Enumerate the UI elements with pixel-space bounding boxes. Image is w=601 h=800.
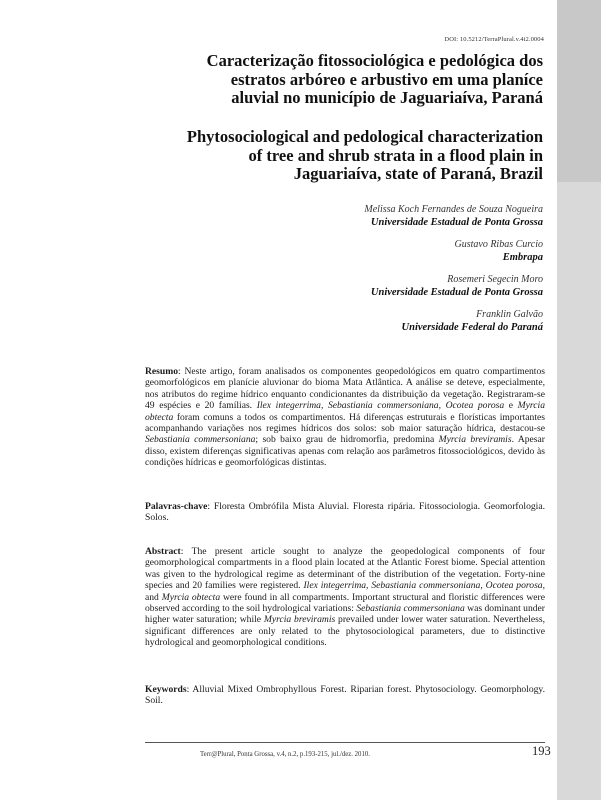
resumo-paragraph <box>145 366 545 469</box>
resumo-text: foram comuns a todos os compartimentos. Há diferenças estruturais e florísticas importantes acompanhando variações nos regimes hídricos dos solos: sob maior saturação hídrica, destacou-se <box>145 411 545 435</box>
species-name: Myrcia breviramis <box>263 614 336 626</box>
abstract-text: were found in all compartments. Important structural and floristic differences were observed according to the soil hydrological variations: <box>145 591 545 615</box>
abstract-text: prevailed under lower water saturation. Nevertheless, significant differences are only related to the phytosociological parameters, due to distinctive hydrological and geomorphological conditions. <box>145 614 545 649</box>
author-name: Franklin Galvão <box>476 309 543 320</box>
resumo-text: ; sob baixo grau de hidromorfia, predomina <box>255 434 439 446</box>
footer-divider <box>145 742 545 743</box>
author-institution: Universidade Federal do Paraná <box>401 322 543 333</box>
footer-citation: Terr@Plural, Ponta Grossa, v.4, n.2, p.193-215, jul./dez. 2010. <box>200 751 370 758</box>
abstract-text: : The present article sought to analyze the geopedological components of four geomorphological compartments in a flood plain located at the Atlantic Forest biome. Special attention was given to the hydrological regime as determinant of the distribution of the vegetation. Forty-nine species and 20 families were registered. <box>145 546 545 592</box>
keywords-label: Keywords <box>145 684 187 695</box>
species-name: Ilex integerrima, Sebastiania commersoniana, Ocotea porosa, <box>303 580 545 592</box>
keywords-paragraph <box>145 684 545 707</box>
species-name: Ilex integerrima, Sebastiania commersoniana, Ocotea porosa <box>256 400 505 412</box>
species-name: Myrcia breviramis <box>438 434 512 446</box>
resumo-text: : Neste artigo, foram analisados os componentes geopedológicos em quatro compartimentos geomorfológicos em planície aluvionar do bioma Mata Atlântica. A análise se deteve, especialmente, nos atributos do regime hídrico enquanto condicionantes da distribuição da vegetação. Registraram-se 49 espécies e 20 famílias. <box>145 366 545 412</box>
resumo-text: e <box>504 400 518 412</box>
author-name: Gustavo Ribas Curcio <box>454 239 543 250</box>
title-en-line: Phytosociological and pedological characterization <box>186 127 543 146</box>
author-institution: Universidade Estadual de Ponta Grossa <box>370 217 543 228</box>
author-institution: Embrapa <box>502 252 543 263</box>
author-name: Melissa Koch Fernandes de Souza Nogueira <box>364 204 543 215</box>
title-pt-line: aluvial no município de Jaguariaíva, Paraná <box>231 88 543 107</box>
title-pt-line: Caracterização fitossociológica e pedológica dos <box>206 51 543 70</box>
title-en-line: of tree and shrub strata in a flood plain in <box>248 145 543 165</box>
author-list <box>364 203 543 343</box>
side-tab <box>557 0 601 800</box>
abstract-label: Abstract <box>145 546 181 557</box>
resumo-label: Resumo <box>145 366 179 377</box>
title-pt-line: estratos arbóreo e arbustivo em uma planíce <box>230 69 543 89</box>
doi-text: DOI: 10.5212/TerraPlural.v.4i2.0004 <box>444 36 544 43</box>
palavras-chave-paragraph <box>145 501 545 524</box>
title-en-line: Jaguariaíva, state of Paraná, Brazil <box>293 164 543 183</box>
side-tab-lower <box>557 182 601 800</box>
species-name: Sebastiania commersoniana <box>356 603 465 615</box>
abstract-text: was dominant under higher water saturation; while <box>145 603 545 626</box>
species-name: Myrcia obtecta <box>145 400 545 423</box>
palavras-chave-text: : Floresta Ombrófila Mista Aluvial. Floresta ripária. Fitossociologia. Geomorfologia. Solos. <box>145 501 545 524</box>
abstract-text: and <box>145 591 162 603</box>
species-name: Sebastiania commersoniana <box>145 434 256 446</box>
page-number: 193 <box>532 744 551 758</box>
species-name: Myrcia obtecta <box>161 591 221 603</box>
author-name: Rosemeri Segecin Moro <box>447 274 543 285</box>
title-english <box>73 128 543 184</box>
abstract-paragraph <box>145 546 545 649</box>
resumo-text: . Apesar disso, existem diferenças significativas apenas com relação aos parâmetros fitossociológicos, devido às condições hídricas e geomorfológicas distintas. <box>145 434 545 469</box>
title-portuguese <box>123 52 543 108</box>
keywords-text: : Alluvial Mixed Ombrophyllous Forest. Riparian forest. Phytosociology. Geomorphology. Soil. <box>145 684 545 707</box>
palavras-chave-label: Palavras-chave <box>145 501 208 512</box>
author-institution: Universidade Estadual de Ponta Grossa <box>370 287 543 298</box>
